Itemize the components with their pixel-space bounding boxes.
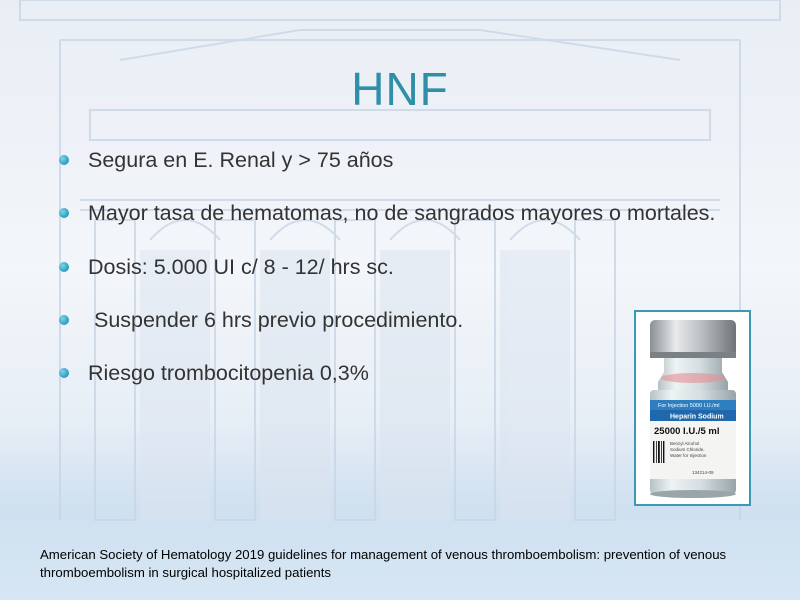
- vial-text: Water for Injection: [670, 453, 707, 458]
- bullet-dot-icon: [59, 208, 69, 218]
- vial-text: Heparin Sodium: [670, 413, 724, 421]
- vial-text: 25000 I.U./5 ml: [654, 426, 720, 437]
- vial-text: For Injection 5000 I.U./ml: [658, 403, 720, 409]
- vial-text: 134214-09: [692, 470, 714, 475]
- bullet-text: Suspender 6 hrs previo procedimiento.: [88, 308, 464, 332]
- bullet-dot-icon: [59, 315, 69, 325]
- bullet-text: Riesgo trombocitopenia 0,3%: [88, 361, 369, 385]
- heparin-vial-image: [634, 310, 751, 506]
- bullet-item: [58, 199, 738, 228]
- bullet-text: Segura en E. Renal y > 75 años: [88, 148, 394, 172]
- bullet-text: Mayor tasa de hematomas, no de sangrados mayores o mortales.: [88, 201, 716, 225]
- slide-title: HNF: [351, 63, 449, 115]
- vial-text: Sodium Chloride,: [670, 447, 705, 452]
- bullet-dot-icon: [59, 155, 69, 165]
- bullet-item: [58, 253, 738, 282]
- vial-text: Benzyl Alcohol: [670, 441, 700, 446]
- bullet-dot-icon: [59, 368, 69, 378]
- bullet-dot-icon: [59, 262, 69, 272]
- bullet-text: Dosis: 5.000 UI c/ 8 - 12/ hrs sc.: [88, 255, 394, 279]
- citation-text: American Society of Hematology 2019 guidelines for management of venous thromboembolism: prevention of venous thromboembolism in surgical hospitalized patients: [40, 547, 727, 580]
- vial-icon: [636, 312, 749, 504]
- bullet-item: [58, 146, 738, 175]
